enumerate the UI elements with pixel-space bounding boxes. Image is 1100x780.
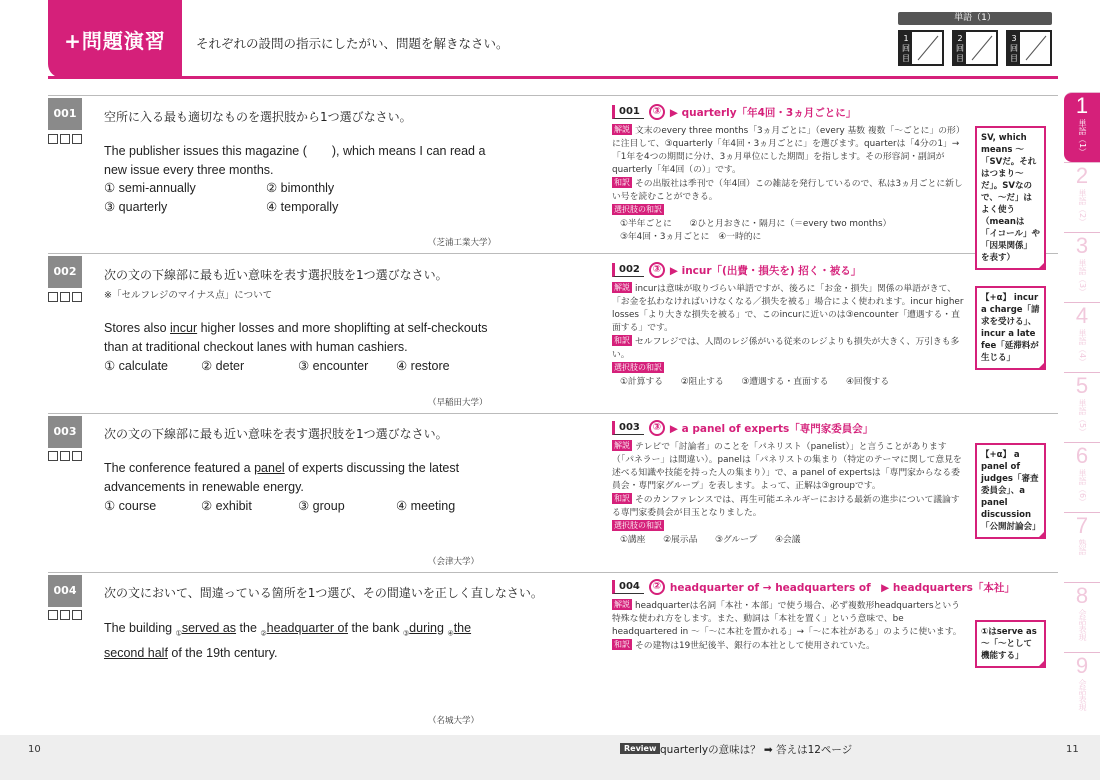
option[interactable]: ③ group [298, 499, 345, 513]
translation-label: 和訳 [614, 640, 630, 649]
translation-label: 和訳 [614, 494, 630, 503]
question-sentence: The building $_①$served as the $_②$headquarter of the bank $_③$during $_④$the second half of the 19th century. [104, 621, 472, 660]
question-number: 001 [48, 98, 82, 130]
row-divider [48, 253, 1058, 254]
answer-number: 001 [612, 105, 644, 119]
choice-translations: ①半年ごとに ②ひと月おきに・隔月に（＝every two months） ③年4回・3ヵ月ごとに ④一時的に [620, 219, 892, 242]
choices-label: 選択肢の和訳 [614, 363, 662, 372]
review-checkboxes[interactable] [48, 610, 82, 620]
choices-label: 選択肢の和訳 [614, 205, 662, 214]
option[interactable]: ① semi-annually [104, 181, 196, 195]
answer-header [612, 262, 861, 278]
side-note: 【+α】 incur a charge「請求を受ける」、incur a late fee「延滞料が生じる」 [975, 286, 1046, 370]
option[interactable]: ② deter [201, 359, 245, 373]
question-number: 004 [48, 575, 82, 607]
answer-title: ▶ a panel of experts「専門家委員会」 [669, 422, 874, 435]
error-candidate[interactable]: the second half [104, 621, 472, 660]
header-instruction: それぞれの設問の指示にしたがい、問題を解きなさい。 [196, 36, 509, 51]
option[interactable]: ① calculate [104, 359, 169, 373]
option[interactable]: ① course [104, 499, 157, 513]
row-divider [48, 95, 1058, 96]
question-source: （名城大学） [428, 716, 480, 726]
page-section-title: +問題演習 [48, 0, 182, 78]
answer-number: 003 [612, 421, 644, 435]
option[interactable]: ④ restore [396, 359, 450, 373]
page-number-left: 10 [28, 744, 41, 755]
answer-title: ▶ incur「(出費・損失を) 招く・被る」 [669, 264, 862, 277]
progress-checkbox-1[interactable] [898, 30, 944, 66]
option[interactable]: ② bimonthly [266, 181, 335, 195]
question-note: ※「セルフレジのマイナス点」について [104, 290, 273, 301]
answer-header [612, 579, 1015, 595]
explain-label: 解説 [614, 283, 630, 292]
explain-label: 解説 [614, 441, 630, 450]
chapter-tab-2[interactable]: 2 単語（2） [1064, 162, 1100, 232]
explain-label: 解説 [614, 125, 630, 134]
translation-label: 和訳 [614, 336, 630, 345]
answer-choice: ③ [649, 420, 665, 436]
answer-title: headquarter of → headquarters of ▶ headquarters「本社」 [669, 581, 1015, 594]
chapter-tab-6[interactable]: 6 単語（6） [1064, 442, 1100, 512]
option[interactable]: ④ meeting [396, 499, 456, 513]
row-divider [48, 413, 1058, 414]
progress-label: 1回目 [902, 34, 910, 63]
question-source: （早稲田大学） [428, 398, 488, 408]
answer-number: 004 [612, 580, 644, 594]
explain-label: 解説 [614, 600, 630, 609]
answer-title: ▶ quarterly「年4回・3ヵ月ごとに」 [669, 106, 857, 119]
slash-icon [1020, 32, 1050, 64]
option[interactable]: ② exhibit [201, 499, 252, 513]
chapter-tab-3[interactable]: 3 単語（3） [1064, 232, 1100, 302]
progress-label: 3回目 [1010, 34, 1018, 63]
progress-checkbox-3[interactable] [1006, 30, 1052, 66]
option[interactable]: ③ encounter [298, 359, 369, 373]
answer-explanation: 解説 テレビで「討論者」のことを「パネリスト（panelist）」と言うことがあります（「パネラー」は間違い）。panelは「パネリストの集まり（特定のテーマに関して意見を述べる知識や技能を持った人の集まり）」で、a panel of expertsは「専門家からなる委員会・専門家グループ」を表します。よって、正解は③groupです。 和訳 そのカンファレンスでは、再生可能エネルギーにおける最新の進歩について議論する専門家委員会が目玉となりました。 選択肢の和訳 ①講座 ②展示品 ③グループ ④会議 [612, 440, 967, 547]
chapter-tab-5[interactable]: 5 単語（5） [1064, 372, 1100, 442]
question-source: （芝浦工業大学） [428, 238, 497, 248]
progress-title: 単語（1） [898, 12, 1052, 25]
question-instruction: 次の文において、間違っている箇所を1つ選び、その間違いを正しく直しなさい。 [104, 586, 543, 600]
slash-icon [966, 32, 996, 64]
answer-choice: ③ [649, 262, 665, 278]
question-sentence: The conference featured a panel of experts discussing the latest advancements in renewable energy. [104, 461, 460, 494]
question-number: 002 [48, 256, 82, 288]
question-instruction: 次の文の下線部に最も近い意味を表す選択肢を1つ選びなさい。 [104, 268, 448, 282]
chapter-tab-7[interactable]: 7 熟語 [1064, 512, 1100, 582]
review-checkboxes[interactable] [48, 134, 82, 144]
row-divider [48, 572, 1058, 573]
underlined-word: incur [170, 321, 198, 335]
footer-bar [0, 735, 1100, 780]
underlined-word: panel [254, 461, 285, 475]
chapter-tab-8[interactable]: 8 会話表現 [1064, 582, 1100, 652]
page-number-right: 11 [1066, 744, 1079, 755]
choices-label: 選択肢の和訳 [614, 521, 662, 530]
progress-label: 2回目 [956, 34, 964, 63]
answer-explanation: 解説 incurは意味が取りづらい単語ですが、後ろに「お金・損失」関係の単語がきて、「お金を払わなければいけなくなる／損失を被る」場合によく使われます。incur higher losses「より大きな損失を被る」で、このincurに近いのは③encounter「遭遇する・直面する」です。 和訳 セルフレジでは、人間のレジ係がいる従来のレジよりも損失が大きく、万引きも多い。 選択肢の和訳 ①計算する ②阻止する ③遭遇する・直面する ④回復する [612, 282, 967, 389]
answer-number: 002 [612, 263, 644, 277]
question-number: 003 [48, 416, 82, 448]
option[interactable]: ④ temporally [266, 200, 339, 214]
answer-header [612, 104, 856, 120]
chapter-tab-4[interactable]: 4 単語（4） [1064, 302, 1100, 372]
side-note: SV, which means ～「SVだ。それはつまり～だ」。SVなので、～だ」はよく使う（meanは「イコール」や「因果関係」を表す） [975, 126, 1046, 270]
side-note: 【+α】 a panel of judges「審査委員会」、a panel discussion「公開討論会」 [975, 443, 1046, 539]
answer-explanation: 解説 headquarterは名詞「本社・本部」で使う場合、必ず複数形headquartersという特殊な使われ方をします。また、動詞は「本社を置く」という意味で、be headquartered in ～「～に本社を置かれる」→「～に本社がある」のように使います。 和訳 その建物は19世紀後半、銀行の本社として使用されていた。 [612, 600, 962, 651]
choice-translations: ①計算する ②阻止する ③遭遇する・直面する ④回復する [620, 377, 890, 387]
answer-explanation: 解説 文末のevery three months「3ヵ月ごとに」（every 基数 複数「～ごとに」の形）に注目して、③quarterly「年4回・3ヵ月ごとに」を選びます。quarterは「4分の1」→「1年を4つの期間に分け、3ヵ月単位にした期間」を指します。その形容詞・副詞がquarterly「年4回（の）」です。 和訳 その出版社は季刊で（年4回）この雑誌を発行しているので、私は3ヵ月ごとに新しい号を読むことができる。 選択肢の和訳 ①半年ごとに ②ひと月おきに・隔月に（＝every two months） ③年4回・3ヵ月ごとに ④一時的に [612, 124, 967, 244]
question-sentence: Stores also incur higher losses and more shoplifting at self-checkouts than at traditional checkout lanes with human cashiers. [104, 321, 488, 354]
review-question: quarterlyの意味は？ ➡ 答えは12ページ [660, 744, 853, 756]
progress-checkbox-2[interactable] [952, 30, 998, 66]
translation-label: 和訳 [614, 178, 630, 187]
error-candidate[interactable]: during [409, 621, 444, 635]
chapter-tabs [1064, 92, 1100, 722]
chapter-tab-1[interactable]: 1 単語（1） [1064, 92, 1100, 162]
chapter-tab-9[interactable]: 9 会話表現 [1064, 652, 1100, 722]
error-candidate[interactable]: served as [181, 621, 237, 635]
side-note: ①はserve as ～「～として機能する」 [975, 620, 1046, 668]
answer-header [612, 420, 873, 436]
option[interactable]: ③ quarterly [104, 200, 168, 214]
slash-icon [912, 32, 942, 64]
review-checkboxes[interactable] [48, 292, 82, 302]
question-instruction: 次の文の下線部に最も近い意味を表す選択肢を1つ選びなさい。 [104, 427, 448, 441]
question-instruction: 空所に入る最も適切なものを選択肢から1つ選びなさい。 [104, 110, 412, 124]
answer-choice: ② [649, 579, 665, 595]
answer-choice: ③ [649, 104, 665, 120]
question-source: （会津大学） [428, 557, 480, 567]
choice-translations: ①講座 ②展示品 ③グループ ④会議 [620, 535, 801, 545]
review-tag: Review [620, 743, 660, 754]
header-divider [48, 76, 1058, 79]
review-checkboxes[interactable] [48, 451, 82, 461]
question-sentence: The publisher issues this magazine ( ), which means I can read a new issue every three months. [104, 144, 486, 177]
error-candidate[interactable]: headquarter of [266, 621, 348, 635]
